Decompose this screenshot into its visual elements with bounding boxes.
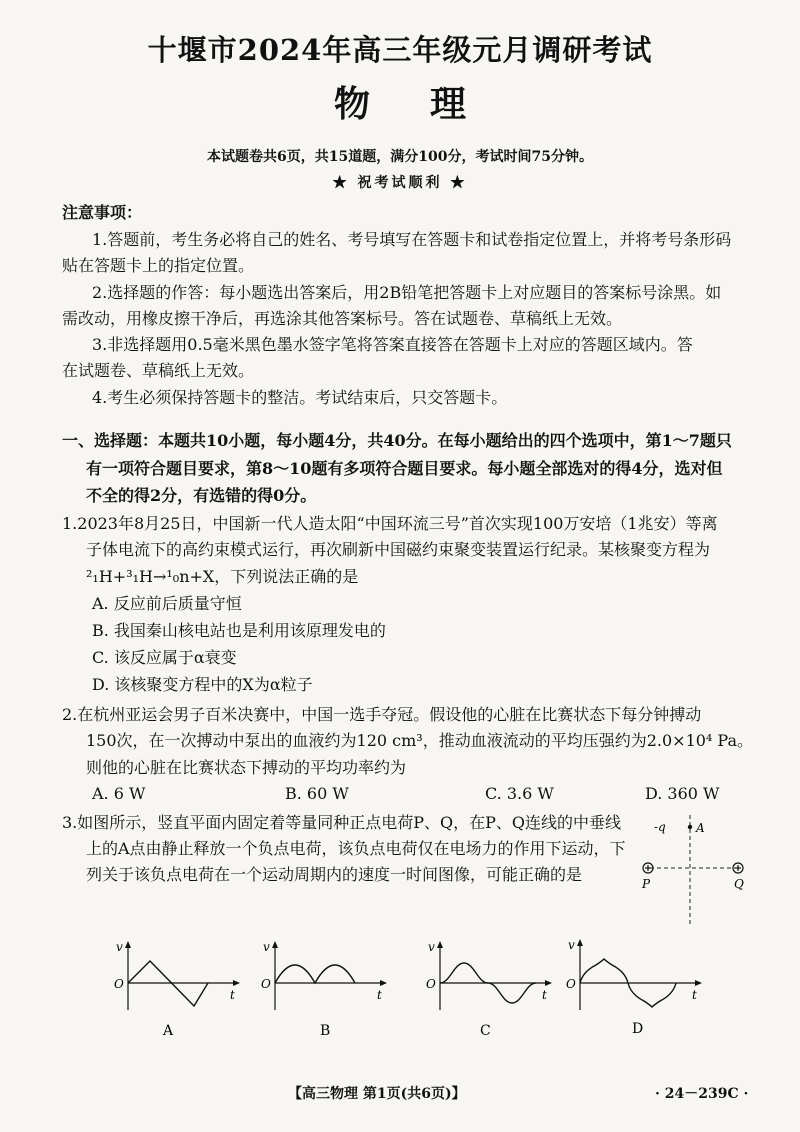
charges-figure <box>630 810 750 930</box>
q2-stem: 2.在杭州亚运会男子百米决赛中，中国一选手夺冠。假设他的心脏在比赛状态下每分钟搏动 <box>62 705 702 724</box>
notice-heading: 注意事项： <box>62 203 143 222</box>
origin-label: O <box>426 977 436 991</box>
axis-v-label: v <box>263 940 270 954</box>
q1-option-a: A. 反应前后质量守恒 <box>92 594 242 613</box>
arrow-icon <box>272 941 278 948</box>
q2-option-a: A. 6 W <box>92 784 146 803</box>
origin-label: O <box>114 977 124 991</box>
graph-label: C <box>480 1023 491 1039</box>
graph-c <box>420 935 570 1045</box>
graph-d <box>560 935 720 1045</box>
arrow-icon <box>125 941 131 948</box>
graph-label: D <box>632 1021 644 1037</box>
q2-option-b: B. 60 W <box>285 784 349 803</box>
arrow-icon <box>437 941 443 948</box>
q2-stem: 150次，在一次搏动中泵出的血液约为120 cm³，推动血液流动的平均压强约为2.0×10⁴ Pa。 <box>86 731 754 750</box>
axis-v-label: v <box>116 940 123 954</box>
axis-t-label: t <box>230 988 235 1002</box>
axis-t-label: t <box>542 988 547 1002</box>
q1-option-c: C. 该反应属于α衰变 <box>92 648 237 667</box>
graph-b <box>255 935 405 1045</box>
graph-a <box>100 935 250 1045</box>
exam-info: 本试题卷共6页，共15道题，满分100分，考试时间75分钟。 <box>207 149 593 165</box>
notice-line: 1.答题前，考生务必将自己的姓名、考号填写在答题卡和试卷指定位置上，并将考号条形码 <box>92 230 732 249</box>
q1-stem: 子体电流下的高约束模式运行，再次刷新中国磁约束聚变装置运行纪录。某核聚变方程为 <box>86 540 711 559</box>
graph-label: B <box>320 1023 331 1039</box>
notice-line: 需改动，用橡皮擦干净后，再选涂其他答案标号。答在试题卷、草稿纸上无效。 <box>62 309 623 328</box>
good-luck-banner: ★ 祝考试顺利 ★ <box>332 175 468 191</box>
q1-option-b: B. 我国秦山核电站也是利用该原理发电的 <box>92 621 386 640</box>
q3-stem: 3.如图所示，竖直平面内固定着等量同种正点电荷P、Q，在P、Q连线的中垂线 <box>62 813 622 832</box>
axis-v-label: v <box>428 940 435 954</box>
notice-line: 在试题卷、草稿纸上无效。 <box>62 361 255 380</box>
page-footer: 【高三物理 第1页(共6页)】 <box>288 1086 466 1102</box>
section-heading: 有一项符合题目要求，第8～10题有多项符合题目要求。每小题全部选对的得4分，选对但 <box>86 459 723 478</box>
arrow-icon <box>380 980 387 986</box>
notice-line: 3.非选择题用0.5毫米黑色墨水签字笔将答案直接答在答题卡上对应的答题区域内。答 <box>92 335 693 354</box>
axis-v-label: v <box>568 938 575 952</box>
arrow-icon <box>545 980 552 986</box>
q2-option-c: C. 3.6 W <box>485 784 554 803</box>
section-heading: 一、选择题：本题共10小题，每小题4分，共40分。在每小题给出的四个选项中，第1～7题只 <box>62 431 732 450</box>
subject-title: 物理 <box>333 83 526 125</box>
point-q-label: Q <box>734 877 744 891</box>
point-a-label: A <box>696 821 705 835</box>
q1-equation: ²₁H+³₁H→¹₀n+X，下列说法正确的是 <box>86 567 359 586</box>
graph-label: A <box>163 1023 174 1039</box>
q3-stem: 上的A点由静止释放一个负点电荷，该负点电荷仅在电场力的作用下运动，下 <box>86 839 626 858</box>
arrow-icon <box>577 939 583 946</box>
origin-label: O <box>261 977 271 991</box>
arrow-icon <box>233 980 240 986</box>
axis-t-label: t <box>692 988 697 1002</box>
axis-t-label: t <box>377 988 382 1002</box>
notice-line: 贴在答题卡上的指定位置。 <box>62 256 255 275</box>
q2-option-d: D. 360 W <box>645 784 720 803</box>
q3-stem: 列关于该负点电荷在一个运动周期内的速度一时间图像，可能正确的是 <box>86 865 583 884</box>
point-a-dot <box>688 825 692 829</box>
vt-curve <box>275 965 355 983</box>
charge-label: -q <box>654 820 666 834</box>
notice-line: 4.考生必须保持答题卡的整洁。考试结束后，只交答题卡。 <box>92 388 508 407</box>
origin-label: O <box>566 977 576 991</box>
q1-stem: 1.2023年8月25日，中国新一代人造太阳“中国环流三号”首次实现100万安培（1兆安）等离 <box>62 514 718 533</box>
exam-title: 十堰市2024年高三年级元月调研考试 <box>147 33 653 67</box>
exam-code: · 24－239C · <box>655 1086 749 1102</box>
point-p-label: P <box>642 877 651 891</box>
section-heading: 不全的得2分，有选错的得0分。 <box>86 486 317 505</box>
arrow-icon <box>695 980 702 986</box>
q1-option-d: D. 该核聚变方程中的X为α粒子 <box>92 675 313 694</box>
q2-stem: 则他的心脏在比赛状态下搏动的平均功率约为 <box>86 758 407 777</box>
notice-line: 2.选择题的作答：每小题选出答案后，用2B铅笔把答题卡上对应题目的答案标号涂黑。如 <box>92 283 722 302</box>
